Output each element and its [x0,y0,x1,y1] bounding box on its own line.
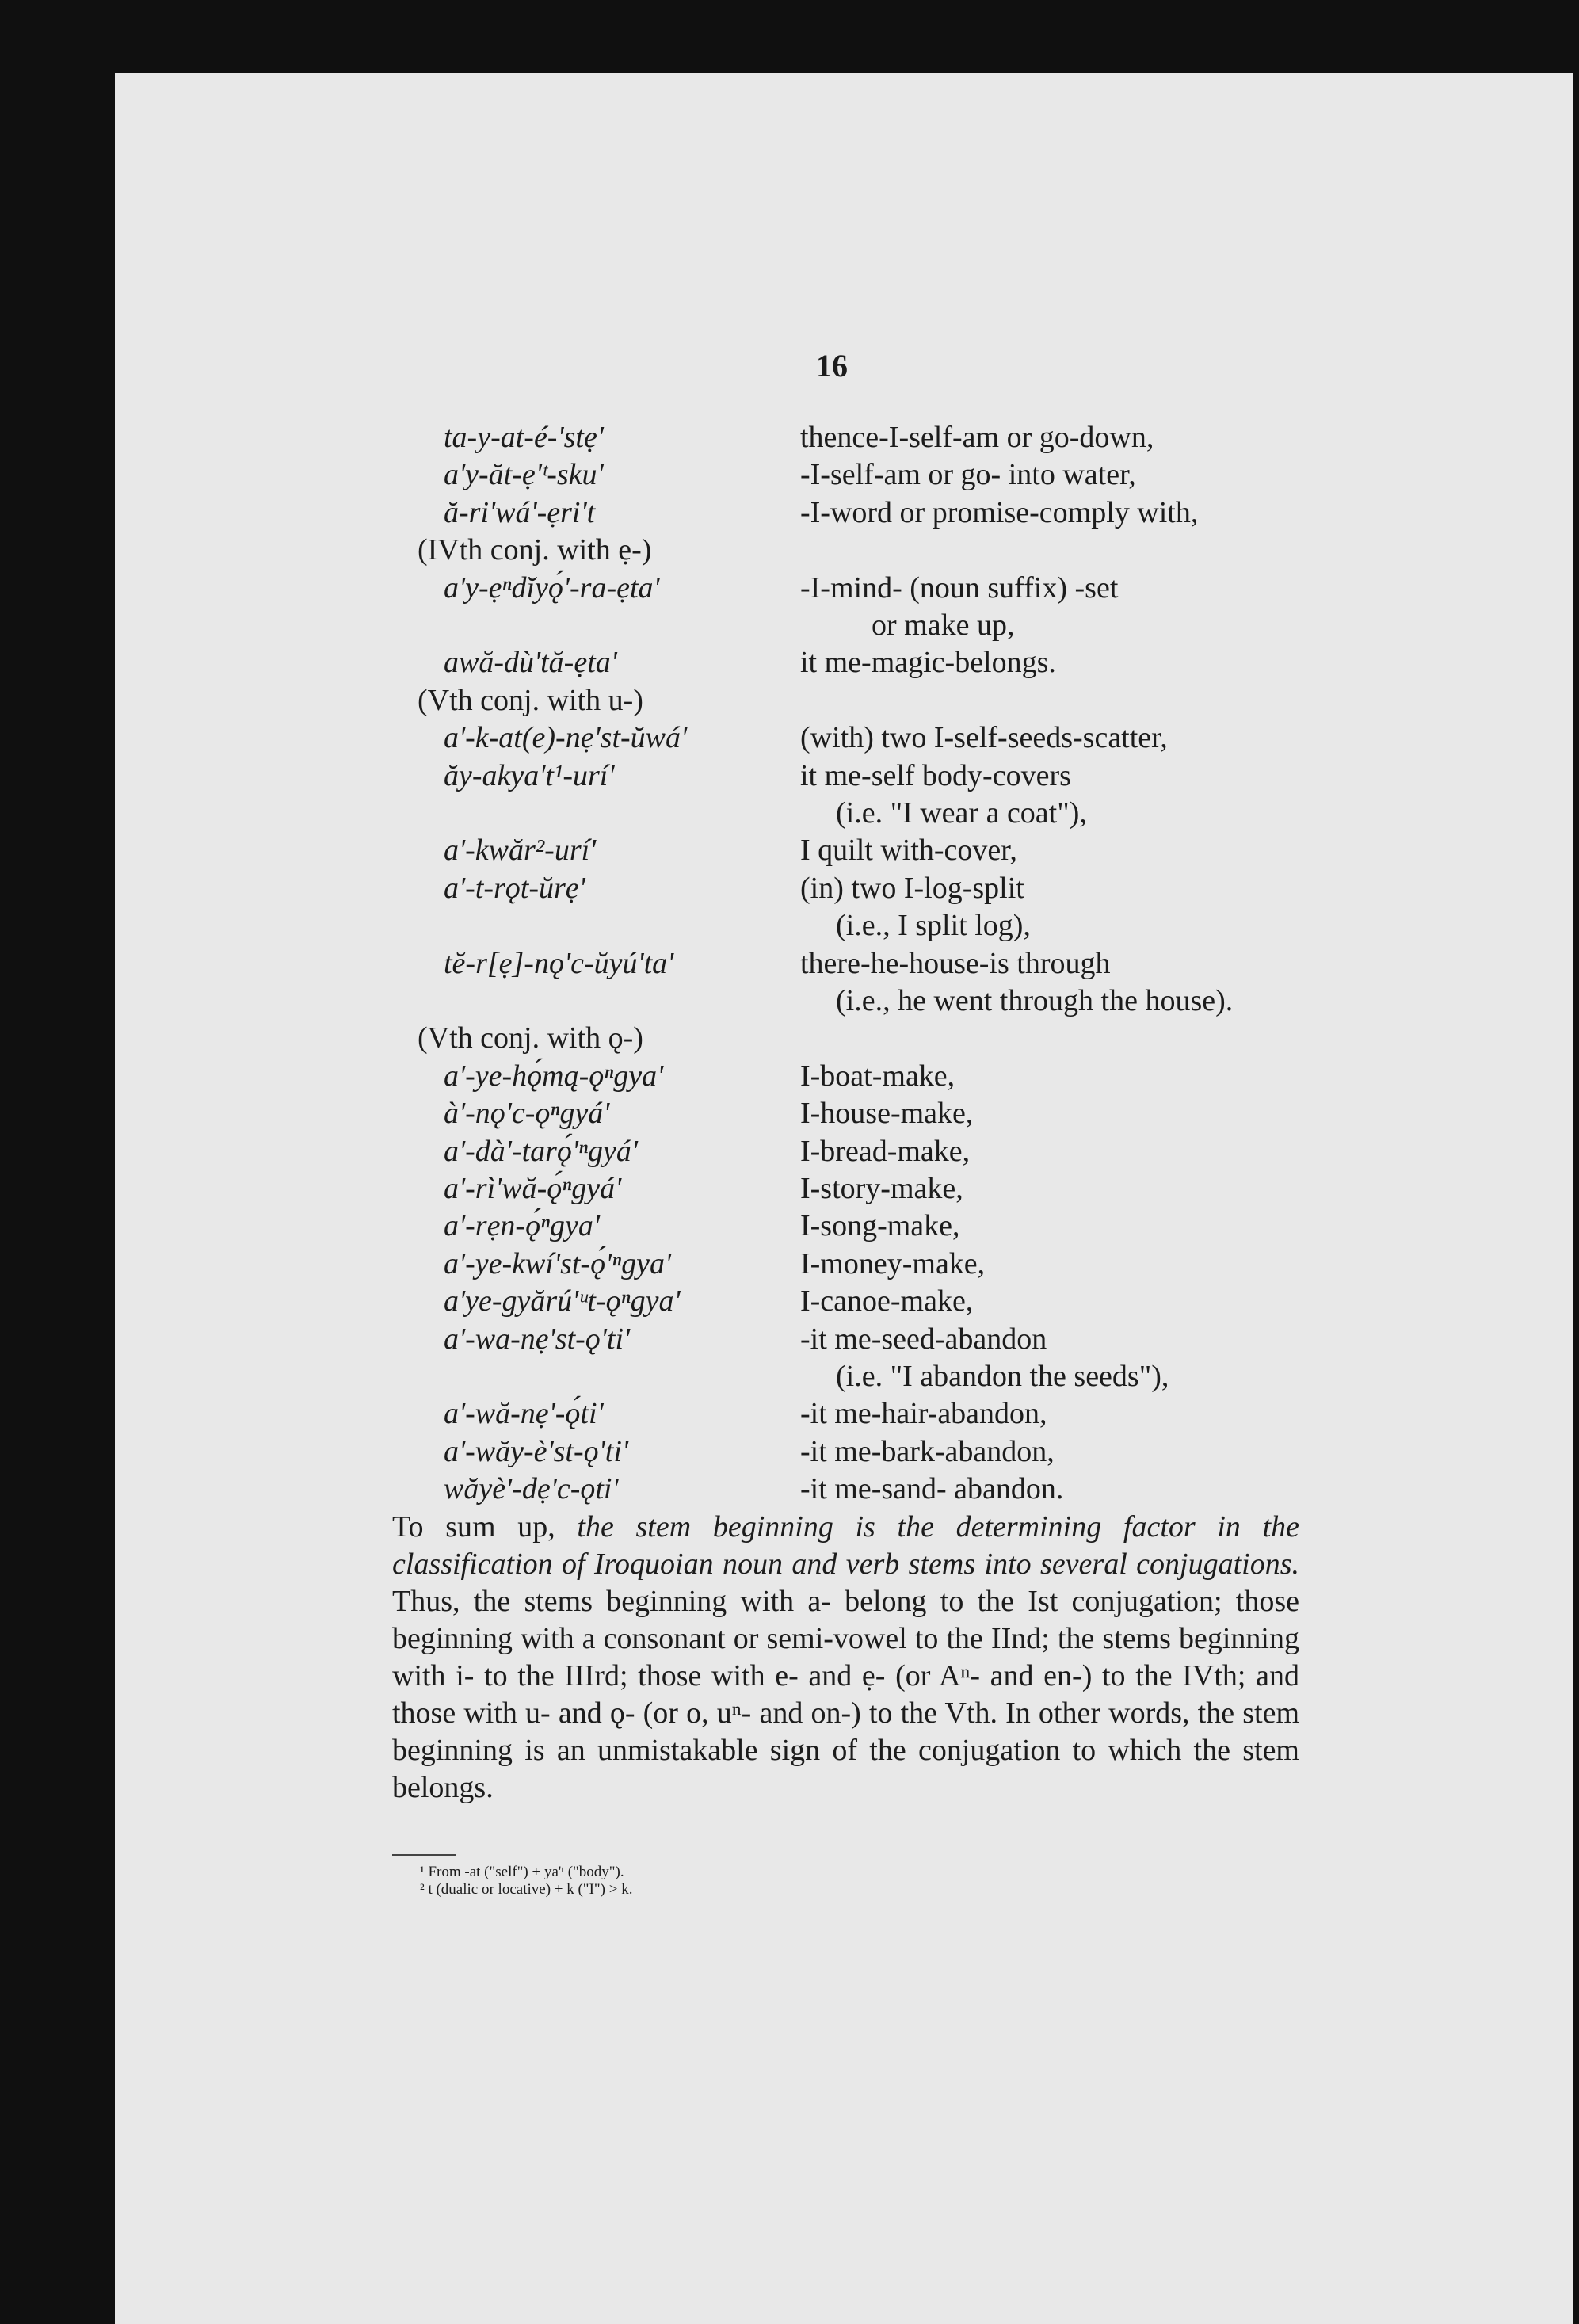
native-form: a'ye-gyărú'ᵘt-ǫⁿgya' [444,1284,681,1318]
english-gloss: I-bread-make, [800,1134,971,1168]
english-gloss: -it me-seed-abandon [800,1322,1047,1356]
native-form: a'-dà'-tarǫ́'ⁿgyá' [444,1134,638,1168]
native-form: a'-ye-kwí'st-ǫ́'ⁿgya' [444,1246,672,1280]
english-gloss: it me-magic-belongs. [800,646,1056,680]
paragraph-emphasis: the stem beginning is the determining factor in the classification of Iroquoian noun and verb stems into several conjugations. [392,1510,1300,1581]
footnote-rule [392,1854,456,1856]
english-gloss: I-song-make, [800,1209,960,1243]
native-form: a'-wă-nẹ'-ǫ́ti' [444,1397,604,1431]
english-gloss: I-house-make, [800,1097,974,1131]
english-gloss: -it me-hair-abandon, [800,1397,1047,1431]
native-form: a'-ye-hǫ́mą-ǫⁿgya' [444,1059,664,1093]
page-number: 16 [816,348,848,384]
native-form: a'-k-at(e)-nẹ'st-ŭwá' [444,721,688,755]
english-gloss: or make up, [872,609,1015,642]
english-gloss: (i.e. "I wear a coat"), [836,796,1087,830]
conjugation-heading: (Vth conj. with ǫ-) [418,1021,643,1055]
english-gloss: (i.e., I split log), [836,909,1031,943]
english-gloss: -I-mind- (noun suffix) -set [800,571,1119,605]
english-gloss: I-canoe-make, [800,1284,974,1318]
english-gloss: -I-self-am or go- into water, [800,458,1136,492]
english-gloss: I quilt with-cover, [800,834,1017,868]
native-form: a'-rẹn-ǫ́ⁿgya' [444,1209,601,1243]
native-form: ăy-akya't¹-urí' [444,758,615,792]
english-gloss: I-money-make, [800,1246,986,1280]
native-form: a'y-ẹⁿdĭyǫ́'-ra-ẹta' [444,571,660,605]
native-form: à'-nǫ'c-ǫⁿgyá' [444,1097,610,1131]
native-form: wăyè'-dẹ'c-ǫti' [444,1472,619,1506]
english-gloss: I-story-make, [800,1172,963,1205]
english-gloss: (with) two I-self-seeds-scatter, [800,721,1168,755]
native-form: tĕ-r[ẹ]-nǫ'c-ŭyú'ta' [444,946,674,980]
native-form: ta-y-at-é-'stẹ' [444,421,604,454]
english-gloss: thence-I-self-am or go-down, [800,421,1154,454]
english-gloss: (i.e. "I abandon the seeds"), [836,1360,1169,1393]
conjugation-heading: (IVth conj. with ẹ-) [418,533,652,567]
native-form: a'y-ăt-ẹ'ᵗ-sku' [444,458,604,492]
english-gloss: it me-self body-covers [800,758,1071,792]
summary-paragraph [392,1509,1299,1807]
english-gloss: (in) two I-log-split [800,871,1024,905]
paragraph-rest: Thus, the stems beginning with a- belong to the Ist conjugation; those beginning with a consonant or semi-vowel to the IInd; the stems beginning with i- to the IIIrd; those with e- and ẹ- (or Aⁿ- and en-) to the IVth; and those with u- and ǫ- (or o, uⁿ- and on-) to the Vth. In other words, the stem beginning is an unmistakable sign of the conjugation to which the stem belongs. [392,1585,1299,1804]
native-form: a'-rì'wă-ǫ́ⁿgyá' [444,1172,622,1205]
paragraph-lead: To sum up, [392,1510,578,1544]
footnote-2: ² t (dualic or locative) + k ("I") > k. [420,1881,633,1898]
native-form: a'-wa-nẹ'st-ǫ'ti' [444,1322,631,1356]
english-gloss: -I-word or promise-comply with, [800,495,1199,529]
english-gloss: -it me-bark-abandon, [800,1434,1055,1468]
english-gloss: (i.e., he went through the house). [836,984,1234,1017]
native-form: ă-ri'wá'-ẹri't [444,495,596,529]
native-form: a'-kwăr²-urí' [444,834,597,868]
footnote-1: ¹ From -at ("self") + ya'ᵗ ("body"). [420,1864,624,1880]
native-form: a'-wăy-è'st-ǫ'ti' [444,1434,629,1468]
native-form: awă-dù'tă-ẹta' [444,646,617,680]
english-gloss: I-boat-make, [800,1059,955,1093]
native-form: a'-t-rǫt-ŭrẹ' [444,871,585,905]
english-gloss: there-he-house-is through [800,946,1111,980]
english-gloss: -it me-sand- abandon. [800,1472,1064,1506]
conjugation-heading: (Vth conj. with u-) [418,683,643,717]
